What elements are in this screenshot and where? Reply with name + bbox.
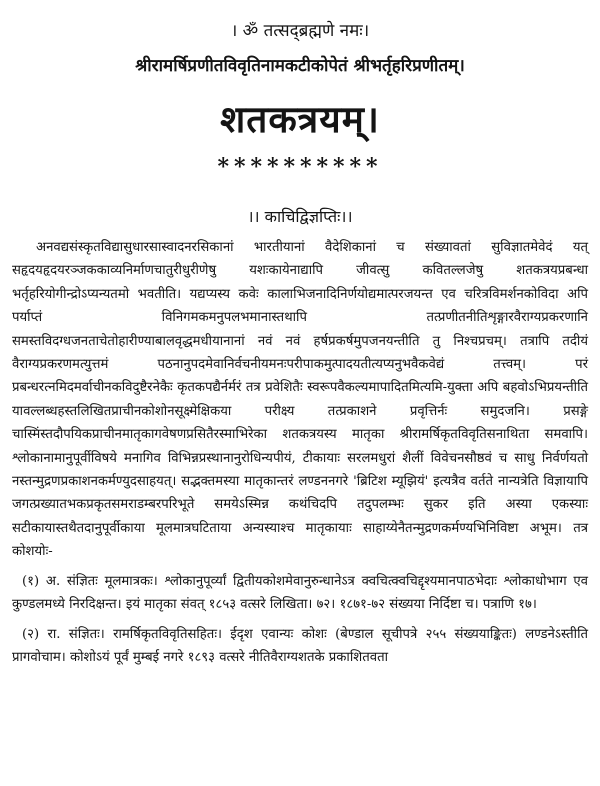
manuscript-entry-1: (१) अ. संज्ञितः मूलमात्रकः। श्लोकानुपूर्व्यां द्वितीयकोशमेवानुरुन्धानेऽत्र क्वचित्क्वचिद्दृश्यमानपाठभेदाः श्लोकाधोभाग एव कुण्डलमध्ये निरदिक्षन्त। इयं मातृका संवत् १८५३ वत्सरे लिखिता। ७२। १८७१-७२ संख्यया निर्दिष्टा च। पत्राणि १७। [12, 573, 588, 613]
manuscript-entry-2: (२) रा. संज्ञितः। रामर्षिकृतविवृतिसहितः। ईदृश एवान्यः कोशः (बेण्डाल सूचीपत्रे २५५ संख्ययाङ्कितः) लण्डनेऽस्तीति प्रागवोचाम। कोशोऽयं पूर्वं मुम्बई नगरे १८९३ वत्सरे नीतिवैराग्यशतके प्रकाशितवता [12, 626, 588, 665]
body-paragraph: अनवद्यसंस्कृतविद्यासुधारसास्वादनरसिकानां भारतीयानां वैदेशिकानां च संख्यावतां सुविज्ञातमेवेदं यत् सहृदयहृदयरञ्जककाव्यनिर्माणचातुरीधुरीणेषु यशःकायेनाद्यापि जीवत्सु कवितल्लजेषु शतकत्रयप्रबन्धा भर्तृहरियोगीन्द्रोऽप्यन्यतमो भवतीति। यद्यप्यस्य कवेः कालाभिजनादिनिर्णयोद्यमात्परजयन्त एव चरित्रविमर्शनकोविदा अपि पर्याप्तं विनिगमकमनुपलभमानास्तथापि तत्प्रणीतनीतिशृङ्गारवैराग्यप्रकरणानि समस्तविदग्धजनताचेतोहारीण्याबालवृद्धमधीयानानां नवं नवं हर्षप्रकर्षमुपजनयन्तीति तु निश्चप्रचम्। तत्रापि तदीयं वैराग्यप्रकरणमत्युत्तमं पठनानुपदमेवानिर्वचनीयमनःपरीपाकमुत्पादयतीत्यप्यनुभवैकवेद्यं तत्त्वम्। परं प्रबन्धरत्नमिदमर्वाचीनकविदुष्टैरनेकैः कृतकपद्यैर्नर्मरं तत्र प्रवेशितैः स्वरूपवैकल्यमापादितमित्यमि-युक्ता अपि बहवोऽभिप्रयन्तीति यावल्लब्धहस्तलिखितप्राचीनकोशोनसूक्ष्मेक्षिकया परीक्ष्य तत्प्रकाशने प्रवृत्तिर्नः समुदजनि। प्रसङ्गे चास्मिंस्तदौपयिकप्राचीनमातृकागवेषणप्रसितैरस्माभिरेका शतकत्रयस्य मातृका श्रीरामर्षिकृतविवृतिसनाथिता समवापि। श्लोकानामानुपूर्वीविषये मनागिव विभिन्नप्रस्थानानुरोधिन्यपीयं, टीकायाः सरलमधुरां शैलीं विवेचनसौष्ठवं च साधु निर्वर्णयतो नस्तन्मुद्रणप्रकाशनकर्मण्युदसाहयत्। सद्भक्तमस्या मातृकान्तरं लण्डननगरे 'ब्रिटिश म्यूझियं' इत्यत्रैव वर्तते नान्यत्रेति विज्ञायापि जगत्प्रख्यातभकप्रकृतसमराडम्बरपरिभूते समयेऽस्मिन्न कथंचिदपि तदुपलम्भः सुकर इति अस्या एकस्याः सटीकायास्तथैतदानुपूर्वीकाया मूलमात्रघटिताया अन्यस्याश्च मातृकायाः साहाय्येनैतन्मुद्रणकर्मण्यभिनिविष्टा अभूम। तत्र कोशयोः- [12, 240, 588, 560]
star-separator: ********** [217, 154, 383, 180]
section-heading: ।। काचिद्विज्ञप्तिः।। [247, 207, 353, 226]
invocation-line: । ॐ तत्सद्ब्रह्मणे नमः। [230, 21, 370, 41]
subtitle: श्रीरामर्षिप्रणीतविवृतिनामकटीकोपेतं श्रीभर्तृहरिप्रणीतम्। [135, 56, 465, 76]
page-title: शतकत्रयम्। [220, 97, 380, 141]
